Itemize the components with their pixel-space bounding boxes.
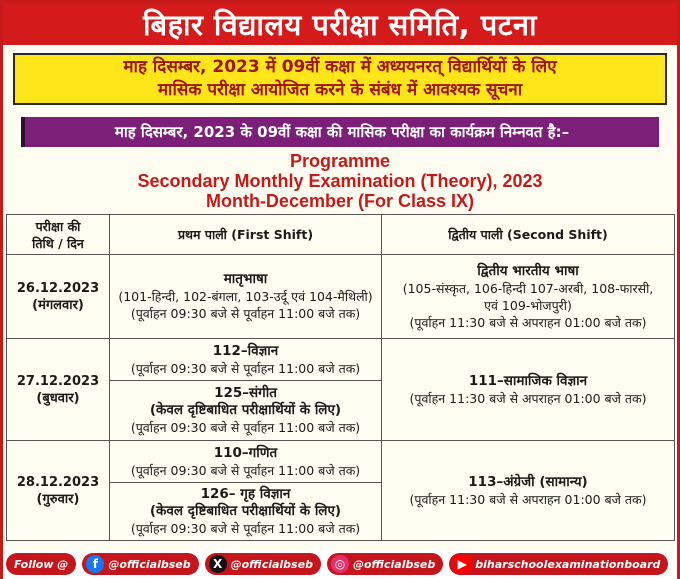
date-cell: 26.12.2023 (मंगलवार) bbox=[7, 255, 110, 339]
header-date-day: परीक्षा की तिथि / दिन bbox=[7, 215, 110, 255]
instagram-icon: ◎ bbox=[331, 555, 349, 573]
header-banner bbox=[3, 3, 677, 45]
first-shift-cell: 125–संगीत (केवल दृष्टिबाधित परीक्षार्थियों के लिए) (पूर्वाहन 09:30 बजे से पूर्वाहन 11:00 बजे तक) bbox=[110, 381, 382, 441]
table-header-row bbox=[7, 215, 675, 255]
table-row bbox=[7, 255, 675, 339]
first-shift-cell: 126– गृह विज्ञान (केवल दृष्टिबाधित परीक्षार्थियों के लिए) (पूर्वाहन 09:30 बजे से पूर्वाहन 11:00 बजे तक) bbox=[110, 483, 382, 541]
follow-label: Follow @ bbox=[6, 553, 76, 575]
table-row bbox=[7, 441, 675, 483]
table-row bbox=[7, 339, 675, 381]
header-second-shift: द्वितीय पाली (Second Shift) bbox=[382, 215, 675, 255]
facebook-icon: f bbox=[86, 555, 104, 573]
social-footer bbox=[3, 549, 677, 579]
instagram-link[interactable] bbox=[327, 553, 443, 575]
intro-text: माह दिसम्बर, 2023 के 09वीं कक्षा की मासिक परीक्षा का कार्यक्रम निम्नवत है:– bbox=[114, 123, 570, 141]
facebook-handle: @officialbseb bbox=[108, 557, 191, 571]
notice-box bbox=[13, 53, 667, 105]
twitter-link[interactable] bbox=[205, 553, 321, 575]
date-cell: 28.12.2023 (गुरुवार) bbox=[7, 441, 110, 541]
programme-month: Month-December (For Class IX) bbox=[205, 191, 475, 211]
programme-exam: Secondary Monthly Examination (Theory), 2023 bbox=[137, 171, 543, 191]
youtube-icon: ▶ bbox=[453, 555, 471, 573]
first-shift-cell: 110–गणित (पूर्वाहन 09:30 बजे से पूर्वाहन 11:00 बजे तक) bbox=[110, 441, 382, 483]
second-shift-cell: 113–अंग्रेजी (सामान्य) (पूर्वाहन 11:30 बजे से अपराहन 01:00 बजे तक) bbox=[382, 441, 675, 541]
second-shift-cell: 111–सामाजिक विज्ञान (पूर्वाहन 11:30 बजे से अपराहन 01:00 बजे तक) bbox=[382, 339, 675, 441]
date-cell: 27.12.2023 (बुधवार) bbox=[7, 339, 110, 441]
notice-line-1: माह दिसम्बर, 2023 में 09वीं कक्षा में अध्ययनरत् विद्यार्थियों के लिए bbox=[123, 57, 557, 77]
notice-line-2: मासिक परीक्षा आयोजित करने के संबंध में आवश्यक सूचना bbox=[157, 80, 523, 100]
x-icon: X bbox=[209, 555, 227, 573]
instagram-handle: @officialbseb bbox=[352, 557, 436, 571]
facebook-link[interactable] bbox=[82, 553, 198, 575]
schedule-table bbox=[6, 214, 675, 541]
youtube-link[interactable] bbox=[449, 553, 668, 575]
header-first-shift: प्रथम पाली (First Shift) bbox=[110, 215, 382, 255]
second-shift-cell: द्वितीय भारतीय भाषा (105-संस्कृत, 106-हिन्दी 107-अरबी, 108-फारसी, एवं 109-भोजपुरी) (पूर्वाहन 11:30 बजे से अपराहन 01:00 बजे तक) bbox=[382, 255, 675, 339]
twitter-handle: @officialbseb bbox=[230, 557, 313, 571]
board-title: बिहार विद्यालय परीक्षा समिति, पटना bbox=[143, 7, 537, 42]
first-shift-cell: मातृभाषा (101-हिन्दी, 102-बंगला, 103-उर्दू एवं 104-मैथिली) (पूर्वाहन 09:30 बजे से पूर्वाहन 11:00 बजे तक) bbox=[110, 255, 382, 339]
first-shift-cell: 112–विज्ञान (पूर्वाहन 09:30 बजे से पूर्वाहन 11:00 बजे तक) bbox=[110, 339, 382, 381]
programme-title: Programme bbox=[289, 151, 391, 171]
youtube-handle: biharschoolexaminationboard bbox=[475, 557, 661, 571]
intro-bar bbox=[21, 117, 659, 147]
